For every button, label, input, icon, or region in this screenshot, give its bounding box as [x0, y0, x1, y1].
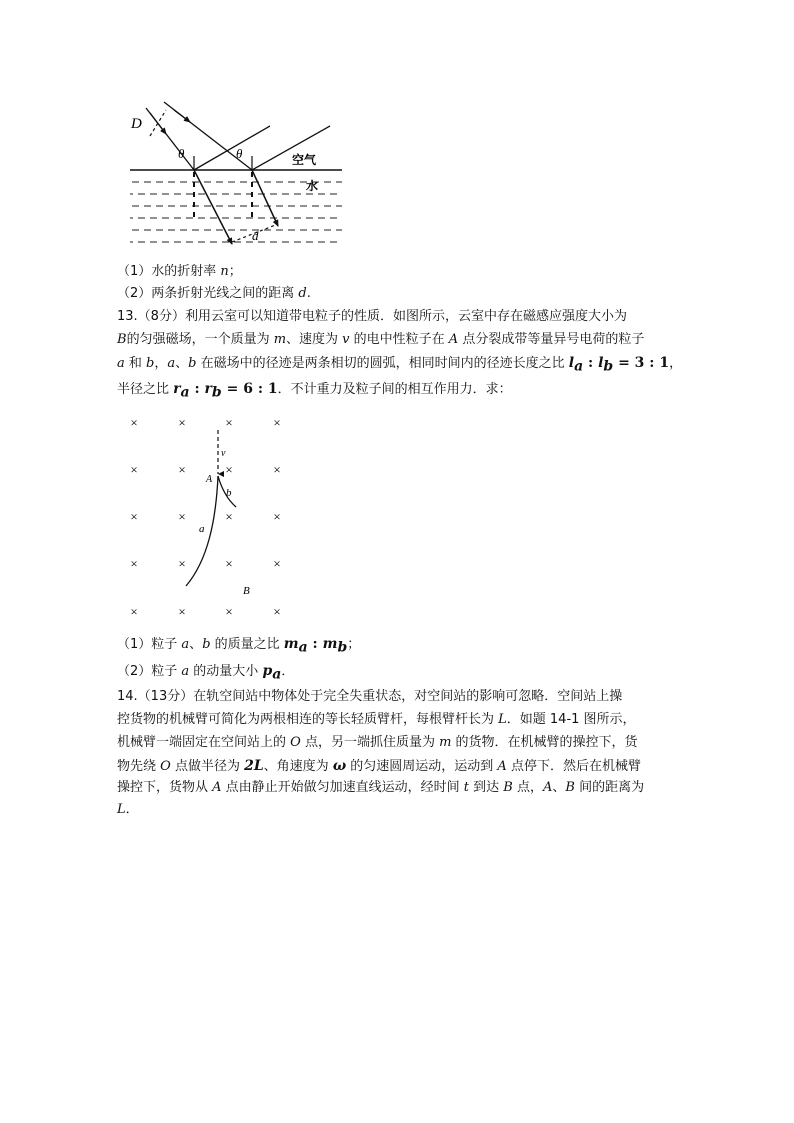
q13-line2: B的匀强磁场，一个质量为 m、速度为 v 的电中性粒子在 A 点分裂成带等量异号电荷的粒子	[117, 332, 645, 347]
q12-sub2: （2）两条折射光线之间的距离 d.	[117, 286, 311, 301]
svg-text:×: ×	[178, 415, 186, 430]
svg-text:×: ×	[273, 604, 281, 619]
q14-line5: 操控下，货物从 A 点由静止开始做匀加速直线运动，经时间 t 到达 B 点，A、B 间的距离为	[117, 780, 645, 795]
field-crosses	[130, 415, 280, 619]
reflected-ray-1	[194, 126, 270, 170]
reflected-ray-2	[252, 126, 330, 170]
q13-line3: a 和 b，a、b 在磁场中的径迹是两条相切的圆弧，相同时间内的径迹长度之比 $l_a$ : $l_b = 3$ : 1，	[117, 355, 683, 375]
refracted-ray-1	[194, 170, 232, 244]
q13-line1: 13.（8分）利用云室可以知道带电粒子的性质．如图所示，云室中存在磁感应强度大小为	[117, 309, 627, 324]
ratio-r-formula: $r_a$ : $r_b = 6$ : 1	[173, 381, 278, 401]
q12-sub1: （1）水的折射率 n；	[117, 264, 242, 279]
svg-text:×: ×	[225, 509, 233, 524]
momentum-formula: $p_a$	[262, 663, 282, 683]
svg-text:×: ×	[225, 556, 233, 571]
label-b: b	[226, 487, 232, 499]
svg-text:×: ×	[273, 462, 281, 477]
svg-text:×: ×	[178, 509, 186, 524]
label-theta-1: θ	[178, 146, 185, 161]
svg-text:×: ×	[178, 462, 186, 477]
label-air: 空气	[292, 153, 317, 167]
q13-sub1: （1）粒子 a、b 的质量之比 $m_a$ : $m_b$；	[117, 636, 361, 656]
svg-text:×: ×	[178, 604, 186, 619]
q14-line4: 物先绕 O 点做半径为 2L、角速度为 ω 的匀速圆周运动，运动到 A 点停下．然后在机械臂	[117, 758, 641, 774]
cloud-chamber-figure	[122, 410, 292, 622]
q13-number: 13.（8分）	[117, 309, 185, 324]
svg-text:×: ×	[130, 462, 138, 477]
svg-text:×: ×	[225, 415, 233, 430]
svg-text:×: ×	[225, 604, 233, 619]
q14-line2: 控货物的机械臂可简化为两根相连的等长轻质臂杆，每根臂杆长为 L．如题 14-1 图所示，	[117, 712, 636, 727]
label-theta-2: θ	[236, 146, 243, 161]
svg-text:×: ×	[130, 509, 138, 524]
label-A: A	[206, 474, 213, 485]
label-a: a	[199, 523, 205, 535]
svg-text:×: ×	[273, 556, 281, 571]
svg-text:×: ×	[178, 556, 186, 571]
svg-text:×: ×	[130, 604, 138, 619]
q14-line1: 14.（13分）在轨空间站中物体处于完全失重状态，对空间站的影响可忽略．空间站上操	[117, 689, 623, 704]
mass-ratio-formula: $m_a$ : $m_b$	[283, 636, 348, 656]
refraction-figure	[128, 100, 344, 250]
svg-text:×: ×	[130, 415, 138, 430]
q13-line4: 半径之比 $r_a$ : $r_b = 6$ : 1．不计重力及粒子间的相互作用力．求：	[117, 381, 512, 401]
q14-line3: 机械臂一端固定在空间站上的 O 点，另一端抓住质量为 m 的货物．在机械臂的操控下，货	[117, 735, 638, 750]
q14-number: 14.（13分）	[117, 689, 194, 704]
svg-text:×: ×	[273, 415, 281, 430]
ratio-l-formula: $l_a$ : $l_b = 3$ : 1	[568, 355, 670, 375]
svg-text:×: ×	[130, 556, 138, 571]
label-water: 水	[306, 179, 319, 193]
svg-text:×: ×	[273, 509, 281, 524]
q13-sub2: （2）粒子 a 的动量大小 $p_a$．	[117, 663, 295, 683]
label-D: D	[131, 116, 142, 132]
label-d: d	[252, 228, 259, 243]
svg-text:×: ×	[225, 462, 233, 477]
label-B: B	[243, 585, 250, 597]
label-v: v	[221, 448, 226, 459]
q14-line6: L．	[117, 802, 139, 817]
